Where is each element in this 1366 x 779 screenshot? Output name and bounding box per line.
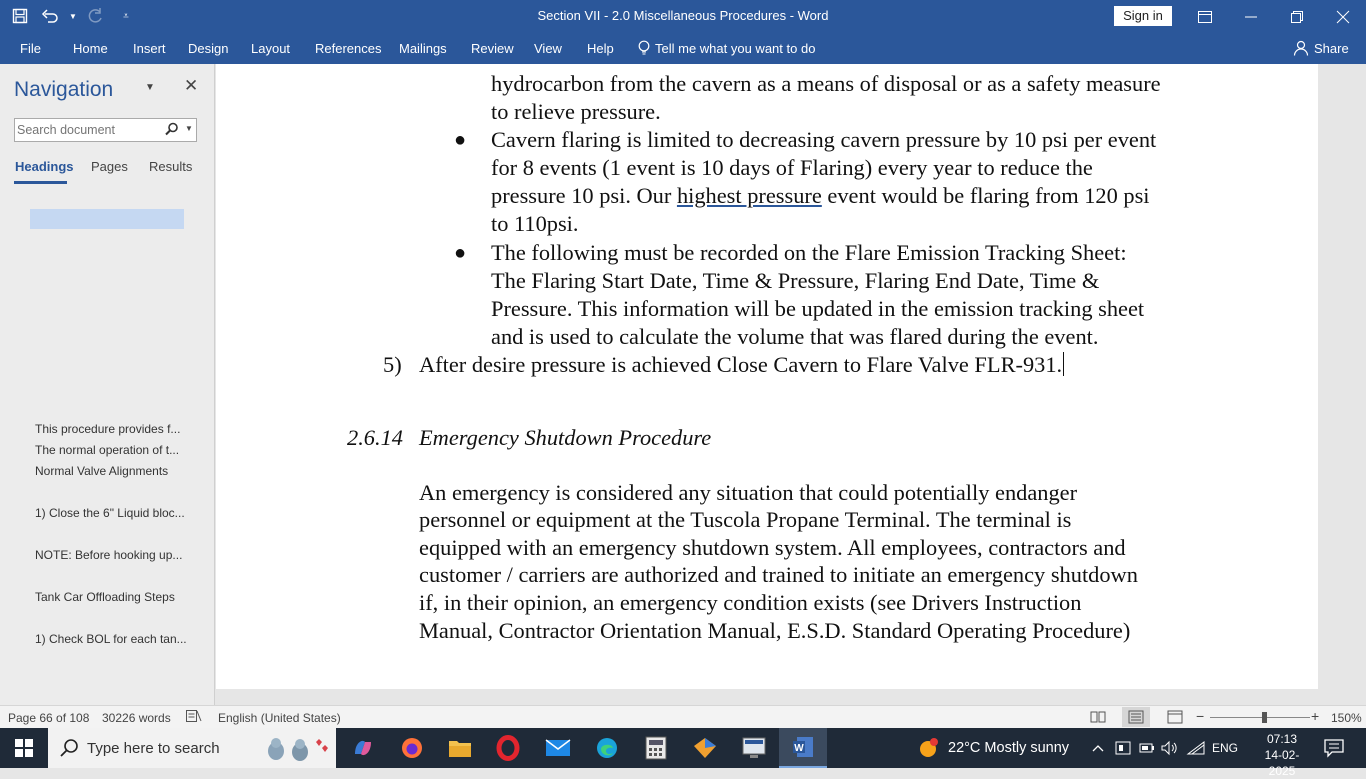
volume-icon[interactable] <box>1161 728 1179 768</box>
grammar-suggestion[interactable]: highest pressure <box>676 183 822 208</box>
read-mode-icon[interactable] <box>1090 710 1106 727</box>
customize-toolbar-icon[interactable]: ⩡ <box>123 10 129 22</box>
calculator-app-icon[interactable] <box>632 728 680 768</box>
title-bar <box>0 0 1366 33</box>
doc-line <box>419 351 1064 379</box>
nav-heading-item[interactable]: The normal operation of t... <box>35 443 180 457</box>
active-tab-indicator <box>14 181 67 184</box>
nav-tab-headings[interactable]: Headings <box>15 159 74 174</box>
tab-layout[interactable]: Layout <box>251 41 291 56</box>
tab-home[interactable]: Home <box>73 41 108 56</box>
doc-line: to 110psi. <box>491 211 579 236</box>
nav-close-icon[interactable]: ✕ <box>184 76 199 95</box>
doc-line: for 8 events (1 event is 10 days of Flaring) every year to reduce the <box>491 155 1093 180</box>
zoom-level[interactable]: 150% <box>1331 711 1362 725</box>
tell-me-search[interactable] <box>638 40 815 56</box>
nav-options-icon[interactable]: ▼ <box>145 82 155 93</box>
doc-line: Cavern flaring is limited to decreasing cavern pressure by 10 psi per event <box>491 127 1157 152</box>
selected-heading[interactable] <box>30 209 184 229</box>
taskbar <box>0 728 1366 778</box>
print-layout-icon[interactable] <box>1122 707 1150 727</box>
svg-text:W: W <box>794 743 804 754</box>
tab-design[interactable]: Design <box>188 41 229 56</box>
tab-references[interactable]: References <box>315 41 382 56</box>
word-count[interactable]: 30226 words <box>102 711 171 725</box>
ribbon-display-options-icon[interactable] <box>1182 0 1228 33</box>
status-bar <box>0 705 1366 728</box>
clock-date: 14-02-2025 <box>1264 748 1300 778</box>
file-explorer-icon[interactable] <box>436 728 484 768</box>
restore-icon[interactable] <box>1274 0 1320 33</box>
weather-text: 22°C Mostly sunny <box>948 740 1070 756</box>
nav-heading-item[interactable]: 1) Check BOL for each tan... <box>35 632 187 646</box>
battery-icon[interactable] <box>1139 728 1155 768</box>
navigation-title: Navigation <box>14 78 114 101</box>
doc-text: event would be flaring from 120 psi <box>821 183 1150 208</box>
nav-heading-item[interactable]: This procedure provides f... <box>35 422 181 436</box>
nav-heading-item[interactable]: NOTE: Before hooking up... <box>35 548 183 562</box>
nav-tab-results[interactable]: Results <box>149 159 193 174</box>
doc-line: personnel or equipment at the Tuscola Propane Terminal. The terminal is <box>419 507 1072 532</box>
tab-view[interactable]: View <box>534 41 562 56</box>
nav-tab-pages[interactable]: Pages <box>91 159 128 174</box>
zoom-in-icon[interactable]: + <box>1311 708 1320 724</box>
window-title: Section VII - 2.0 Miscellaneous Procedures - Word <box>537 8 829 23</box>
doc-line: Pressure. This information will be updated in the emission tracking sheet <box>491 296 1145 321</box>
opera-icon[interactable] <box>484 728 532 768</box>
mail-icon[interactable] <box>534 728 582 768</box>
person-icon <box>1293 40 1309 56</box>
doc-line: equipped with an emergency shutdown system. All employees, contractors and <box>419 535 1126 560</box>
system-clock[interactable] <box>1252 731 1312 779</box>
remote-app-icon[interactable] <box>730 728 778 768</box>
tab-insert[interactable]: Insert <box>133 41 166 56</box>
doc-line: to relieve pressure. <box>491 99 661 124</box>
nav-tabs <box>0 159 215 185</box>
doc-line: hydrocarbon from the cavern as a means of disposal or as a safety measure <box>491 71 1161 96</box>
input-language[interactable]: ENG <box>1212 741 1239 755</box>
step-text: After desire pressure is achieved Close Cavern to Flare Valve FLR-931. <box>419 352 1063 377</box>
bullet-icon: ● <box>454 129 467 151</box>
navigation-pane <box>0 64 215 705</box>
search-document-input[interactable] <box>17 121 162 139</box>
tab-file[interactable]: File <box>20 41 41 56</box>
notifications-icon[interactable] <box>1324 728 1344 768</box>
wifi-icon[interactable] <box>1187 728 1205 768</box>
vertical-scrollbar[interactable] <box>1318 64 1366 705</box>
doc-line: Manual, Contractor Orientation Manual, E.S.D. Standard Operating Procedure) <box>419 618 1131 643</box>
windows-start-icon[interactable] <box>0 728 48 768</box>
lightbulb-icon <box>638 40 650 56</box>
edge-icon[interactable] <box>583 728 631 768</box>
clock-time: 07:13 <box>1266 732 1298 746</box>
show-hidden-icons[interactable] <box>1092 728 1104 768</box>
tab-help[interactable]: Help <box>587 41 614 56</box>
doc-line: An emergency is considered any situation that could potentially endanger <box>419 480 1078 505</box>
bullet-icon: ● <box>454 242 467 264</box>
doc-line: and is used to calculate the volume that was flared during the event. <box>491 324 1099 349</box>
doc-line: if, in their opinion, an emergency condition exists (see Drivers Instruction <box>419 590 1082 615</box>
undo-dropdown-icon[interactable]: ▼ <box>69 11 77 21</box>
doc-line: The Flaring Start Date, Time & Pressure, Flaring End Date, Time & <box>491 268 1100 293</box>
ribbon-tabs <box>0 33 1366 64</box>
minimize-icon[interactable] <box>1228 0 1274 33</box>
search-dropdown-icon[interactable]: ▼ <box>185 124 193 133</box>
language-indicator[interactable]: English (United States) <box>218 711 341 725</box>
share-label: Share <box>1314 40 1349 56</box>
sign-in-button[interactable]: Sign in <box>1114 6 1172 26</box>
text-cursor <box>1063 352 1064 376</box>
doc-line <box>491 182 1150 210</box>
proofing-icon[interactable] <box>186 709 202 726</box>
nav-heading-item[interactable]: Normal Valve Alignments <box>35 464 169 478</box>
section-heading: Emergency Shutdown Procedure <box>419 425 712 450</box>
document-page[interactable] <box>216 64 1318 689</box>
birds-illustration-icon <box>260 734 332 768</box>
weather-widget[interactable] <box>916 728 1069 768</box>
nav-heading-item[interactable]: 1) Close the 6" Liquid bloc... <box>35 506 185 520</box>
word-app-icon[interactable] <box>779 728 827 768</box>
search-icon <box>60 738 80 762</box>
tell-me-label: Tell me what you want to do <box>655 40 816 56</box>
taskbar-search-placeholder: Type here to search <box>87 739 220 757</box>
step-number: 5) <box>383 352 402 377</box>
section-number: 2.6.14 <box>347 425 403 450</box>
doc-line: The following must be recorded on the Flare Emission Tracking Sheet: <box>491 240 1127 265</box>
taskbar-search-box[interactable] <box>48 728 336 768</box>
zoom-out-icon[interactable]: − <box>1196 708 1205 724</box>
zoom-slider-thumb[interactable] <box>1262 712 1267 723</box>
search-document-box[interactable] <box>14 118 197 142</box>
tab-review[interactable]: Review <box>471 41 514 56</box>
meet-now-icon[interactable] <box>1115 728 1131 768</box>
tab-mailings[interactable]: Mailings <box>399 41 447 56</box>
web-layout-icon[interactable] <box>1167 710 1183 727</box>
firefox-icon[interactable] <box>388 728 436 768</box>
tableau-app-icon[interactable] <box>681 728 729 768</box>
page-count[interactable]: Page 66 of 108 <box>8 711 90 725</box>
doc-line: customer / carriers are authorized and trained to initiate an emergency shutdown <box>419 562 1138 587</box>
share-button[interactable] <box>1293 40 1349 56</box>
zoom-slider[interactable] <box>1210 717 1310 718</box>
close-icon[interactable] <box>1320 0 1366 33</box>
copilot-icon[interactable] <box>339 728 387 768</box>
nav-heading-item[interactable]: Tank Car Offloading Steps <box>35 590 175 604</box>
search-icon[interactable] <box>165 122 179 141</box>
doc-text: pressure 10 psi. Our <box>491 183 677 208</box>
sun-weather-icon <box>916 737 942 759</box>
